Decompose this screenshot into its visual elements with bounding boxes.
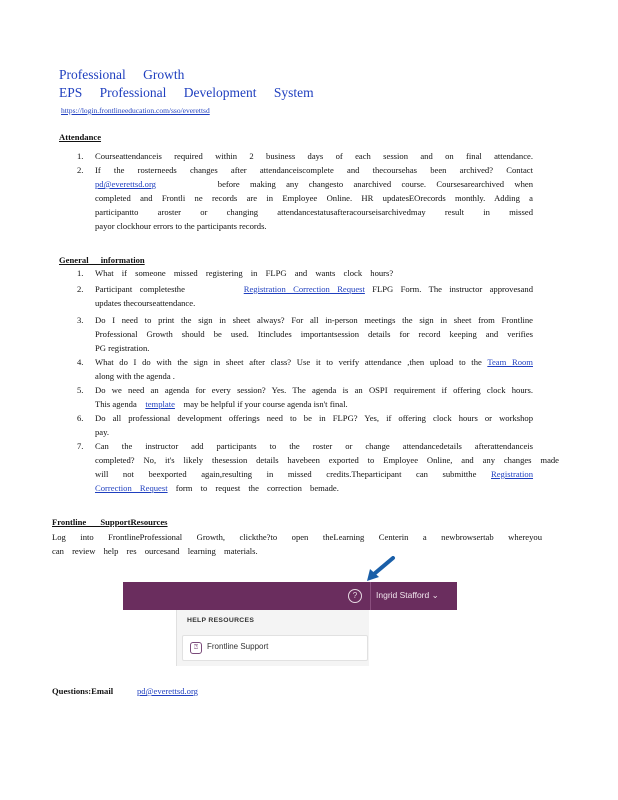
- list-item: [77, 282, 534, 310]
- list-item: [77, 439, 559, 495]
- list-text: Correction Request form to request the correction bemade.: [95, 483, 339, 493]
- list-text: participantto aroster or changing attendancestatusafteracourseisarchivedmay result in missed: [95, 207, 533, 217]
- paragraph-line: can review help res ourcesand learning materials.: [52, 546, 258, 556]
- list-text: PG registration.: [95, 343, 150, 353]
- questions-email-link[interactable]: pd@everettsd.org: [137, 686, 198, 696]
- list-item: [77, 383, 533, 411]
- paragraph-line: Log into FrontlineProfessional Growth, clickthe?to open theLearning Centerin a newbrowsertab whereyou: [52, 532, 542, 542]
- correction-request-link[interactable]: Correction Request: [95, 483, 168, 493]
- list-number: 3.: [77, 315, 84, 325]
- nav-divider: [370, 582, 371, 610]
- frontline-support-paragraph: [52, 530, 542, 558]
- list-text: will not beexported again,resulting in missed credits.Theparticipant can submitthe Registration: [95, 469, 534, 479]
- list-text: Courseattendanceis required within 2 business days of each session and on final attendance.: [95, 151, 533, 161]
- list-number: 2.: [77, 165, 84, 175]
- frontline-support-menu-item[interactable]: [182, 635, 368, 661]
- list-item: [77, 355, 533, 383]
- list-text: updates thecourseattendance.: [95, 298, 196, 308]
- list-text: Professional Growth should be used. Itincludes importantsession details for record keeping and verifies: [95, 329, 533, 339]
- chevron-down-icon: ⌄: [431, 590, 439, 600]
- registration-link[interactable]: Registration: [491, 469, 534, 479]
- list-item: [77, 266, 533, 280]
- help-resources-dropdown: [176, 610, 369, 666]
- support-icon: ⍰: [190, 642, 202, 654]
- title-professional-growth: Professional Growth: [59, 67, 185, 82]
- pointer-arrow-icon: [365, 556, 397, 584]
- user-menu[interactable]: [376, 590, 439, 601]
- list-number: 1.: [77, 268, 84, 278]
- help-resources-heading: HELP RESOURCES: [187, 617, 255, 624]
- list-number: 6.: [77, 413, 84, 423]
- list-text: Do I need to print the sign in sheet always? For all in-person meetings the sign in sheet from Frontline: [95, 315, 533, 325]
- list-number: 5.: [77, 385, 84, 395]
- list-number: 7.: [77, 441, 84, 451]
- list-text: payor clockhour errors to the participants records.: [95, 221, 267, 231]
- list-text: [95, 177, 533, 191]
- list-item: [77, 149, 533, 163]
- list-text: pay.: [95, 427, 109, 437]
- email-link[interactable]: pd@everettsd.org: [95, 179, 156, 189]
- help-question-icon[interactable]: ?: [348, 589, 362, 603]
- title-eps-system: EPS Professional Development System: [59, 85, 314, 100]
- list-text: What do I do with the sign in sheet after class? Use it to verify attendance ,then upload to the Team Room: [95, 357, 533, 367]
- list-item: [77, 313, 533, 355]
- list-item: [77, 411, 533, 439]
- list-text: completed? No, it's likely thesession details havebeen exported to Employee Online, and any changes made: [95, 455, 559, 465]
- list-text: Do we need an agenda for every session? Yes. The agenda is an OSPI requirement if offering clock hours.: [95, 385, 533, 395]
- attendance-heading: Attendance: [59, 132, 102, 142]
- list-text: Can the instructor add participants to the roster or change attendancedetails afterattendanceis: [95, 441, 533, 451]
- list-text-segment: before making any changesto anarchived course. Coursesarearchived when: [217, 179, 534, 189]
- login-url-link[interactable]: https://login.frontlineeducation.com/sso/everettsd: [61, 106, 210, 115]
- list-text: What if someone missed registering in FLPG and wants clock hours?: [95, 268, 394, 278]
- general-information-heading: General information: [59, 255, 145, 265]
- questions-label: Questions:Email: [52, 686, 114, 696]
- frontline-support-label: Frontline Support: [207, 642, 269, 651]
- team-room-link[interactable]: Team Room: [487, 357, 533, 367]
- list-text: This agenda template may be helpful if your course agenda isn't final.: [95, 399, 348, 409]
- list-text: Do all professional development offerings need to be in FLPG? Yes, if offering clock hours or workshop: [95, 413, 533, 423]
- list-item: [77, 163, 534, 233]
- agenda-template-link[interactable]: template: [145, 399, 175, 409]
- list-text: along with the agenda .: [95, 371, 175, 381]
- help-menu-screenshot: [123, 582, 457, 666]
- registration-correction-request-link[interactable]: Registration Correction Request: [243, 284, 365, 294]
- list-number: 4.: [77, 357, 84, 367]
- list-number: 2.: [77, 284, 84, 294]
- list-text: Participant completesthe Registration Correction Request FLPG Form. The instructor approvesand: [95, 284, 534, 294]
- frontline-support-heading: Frontline SupportResources: [52, 517, 168, 527]
- list-text: completed and Frontli ne records are in Employee Online. HR updatesEOrecords monthly. Adding a: [95, 193, 533, 203]
- list-number: 1.: [77, 151, 84, 161]
- list-text: If the rosterneeds changes after attendanceiscomplete and thecoursehas been archived? Contact: [95, 165, 533, 175]
- user-name: Ingrid Stafford: [376, 590, 430, 600]
- top-nav-bar: [123, 582, 457, 610]
